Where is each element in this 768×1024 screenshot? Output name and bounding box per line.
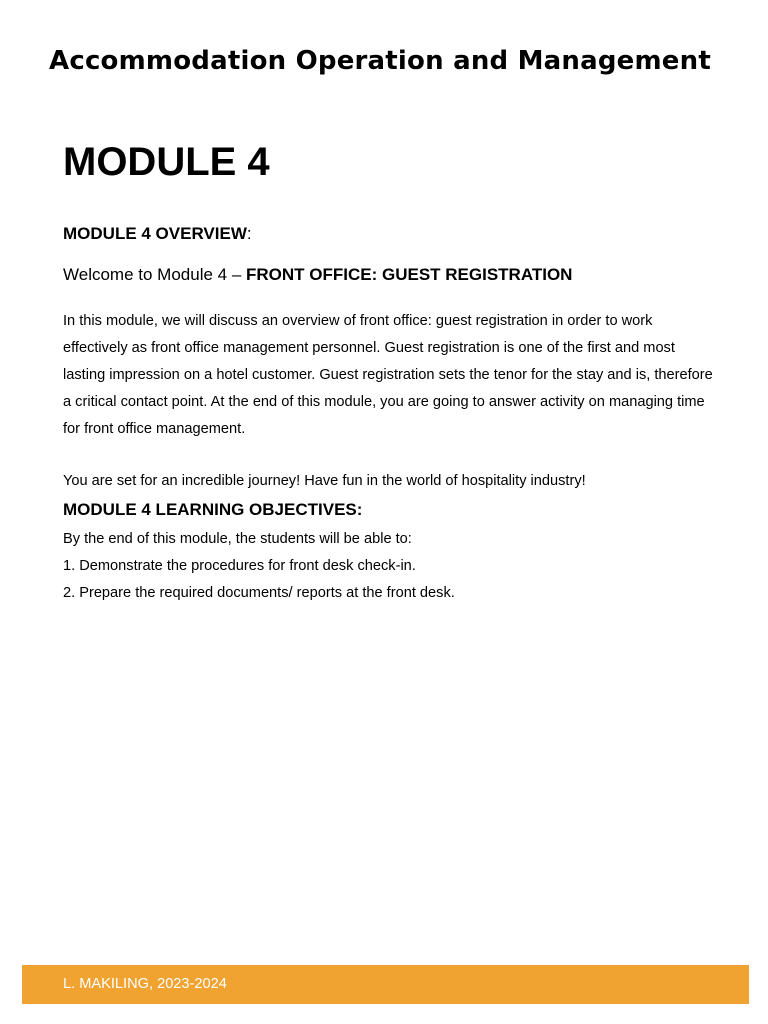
document-title: Accommodation Operation and Management bbox=[49, 46, 711, 76]
welcome-line bbox=[63, 265, 572, 285]
intro-paragraph: In this module, we will discuss an overview of front office: guest registration in order to work effectively as front office management personnel. Guest registration is one of the first and most lasting impression on a hotel customer. Guest registration sets the tenor for the stay and is, therefore a critical contact point. At the end of this module, you are going to answer activity on managing time for front office management. bbox=[63, 313, 713, 437]
module-heading: MODULE 4 bbox=[63, 140, 270, 184]
overview-heading-text: MODULE 4 OVERVIEW bbox=[63, 224, 247, 243]
objectives-heading: MODULE 4 LEARNING OBJECTIVES: bbox=[63, 500, 363, 519]
overview-heading bbox=[63, 224, 252, 244]
footer-text: L. MAKILING, 2023-2024 bbox=[63, 976, 227, 992]
closing-line: You are set for an incredible journey! Have fun in the world of hospitality industry! bbox=[63, 473, 586, 489]
footer-bar bbox=[22, 965, 749, 1004]
objectives-list bbox=[63, 553, 455, 607]
welcome-topic: FRONT OFFICE: GUEST REGISTRATION bbox=[246, 265, 573, 284]
objective-item: 2. Prepare the required documents/ reports at the front desk. bbox=[63, 585, 455, 601]
objective-item: 1. Demonstrate the procedures for front desk check-in. bbox=[63, 558, 416, 574]
welcome-prefix: Welcome to Module 4 – bbox=[63, 265, 246, 284]
objectives-intro: By the end of this module, the students will be able to: bbox=[63, 531, 412, 547]
overview-heading-colon: : bbox=[246, 224, 252, 243]
